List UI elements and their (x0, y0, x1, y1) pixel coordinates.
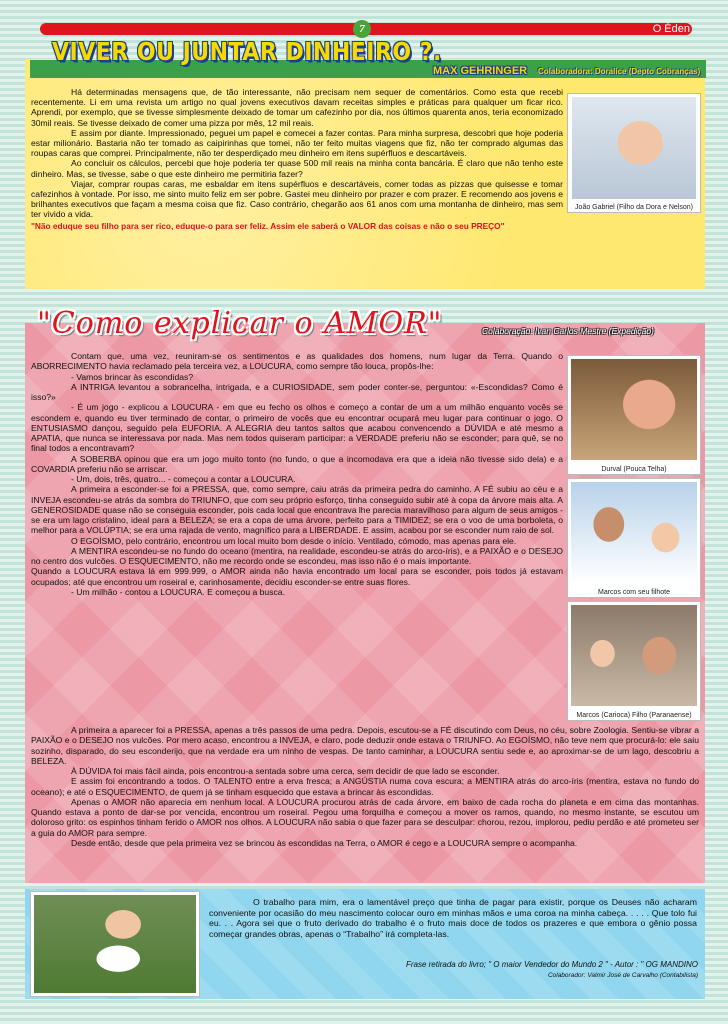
paragraph: Apenas o AMOR não aparecia em nenhum local. A LOUCURA procurou atrás de cada árvore, em baixo de cada rocha do planeta e em cima das montanhas. Quando estava a ponto de dar-se por vencida, encontrou um roseiral. Pegou uma forquilha e começou a mover os ramos, quando, no mesmo instante, se escutou um doloroso grito: os espinhos tinham ferido o AMOR nos olhos. A LOUCURA não sabia o que fazer para se desculpar: chorou, rezou, implorou, pediu perdão e até prometeu ser a guia do AMOR para sempre. (31, 796, 699, 838)
paragraph: Desde então, desde que pela primeira vez se brincou às escondidas na Terra, o AMOR é cego e a LOUCURA sempre o acompanha. (71, 837, 578, 848)
photo-marcos-son (567, 478, 701, 598)
photo-caption: Marcos (Carioca) Filho (Paranaense) (576, 712, 692, 719)
article-1-title: VIVER OU JUNTAR DINHEIRO ?. (52, 38, 442, 67)
boy-photo-image (34, 895, 196, 993)
page-number: 7 (353, 20, 371, 38)
article-1-body (31, 87, 563, 231)
paragraph: Viajar, comprar roupas caras, me esbaldar em itens supérfluos e descartáveis, comer todas as pizzas que quisesse e tomar cafezinhos à vontade. Por isso, me sinto muito feliz em ser pobre. Gastei meu dinheiro por prazer e com prazer. E recomendo aos jovens e brilhantes executivos que façam a mesma coisa que fiz. Caso contrário, chegarão aos 61 anos com uma montanha de dinheiro, mas sem ter vivido a vida. (31, 178, 563, 220)
article-2-body-wide (31, 725, 699, 848)
marcos-carioca-photo-image (571, 605, 697, 706)
paragraph: E assim por diante. Impressionado, peguei um papel e comecei a fazer contas. Para minha surpresa, descobri que hoje poderia estar milionário. Bastaria não ter tomado as caipirinhas que tomei, não ter feito muitas viagens que fiz, não ter comprado algumas das roupas caras que comprei. Principalmente, não ter desperdiçado meu dinheiro em itens supérfluos e descartáveis. (31, 127, 563, 159)
paragraph: A INTRIGA levantou a sobrancelha, intrigada, e a CURIOSIDADE, sem poder conter-se, perguntou: «-Escondidas? Como é isso?» (31, 381, 563, 402)
paragraph: - Um milhão - contou a LOUCURA. E começou a busca. (71, 586, 285, 597)
photo-caption: Durval (Pouca Telha) (601, 466, 667, 473)
paragraph: - É um jogo - explicou a LOUCURA - em que eu fecho os olhos e começo a contar de um a um milhão enquanto vocês se escondem e, quando eu tiver terminado de contar, o primeiro de vocês que eu encontrar ocupará meu lugar para continuar o jogo. O ENTUSIASMO dançou, seguido pela EUFORIA. A ALEGRIA deu tantos saltos que acabou convencendo a DÚVIDA e até mesmo a APATIA, que nunca se interessava por nada. Mas nem todos quiseram participar: a VERDADE preferiu não se esconder; para quê, se no final todos a encontravam? (31, 402, 563, 454)
paragraph: Contam que, uma vez, reuniram-se os sentimentos e as qualidades dos homens, num lugar da Terra. Quando o ABORRECIMENTO havia reclamado pela terceira vez, a LOUCURA, como sempre tão louca, propôs-lhe: (31, 351, 563, 372)
publication-name: O Éden (652, 23, 690, 35)
article-3-collaboration: Colaborador: Valmir José de Carvalho (Contabilista) (547, 972, 698, 979)
photo-caption: João Gabriel (Filho da Dora e Nelson) (575, 204, 693, 211)
photo-baby (567, 93, 701, 213)
paragraph: - Vamos brincar às escondidas? (71, 371, 194, 382)
paragraph: Ao concluir os cálculos, percebi que hoje poderia ter quase 500 mil reais na minha conta bancária. É claro que não tenho este dinheiro. Mas, se tivesse, sabe o que este dinheiro me permitiria fazer? (31, 158, 563, 179)
article-1-collaboration: Colaboradora: Doralice (Depto Cobranças) (538, 67, 701, 76)
article-3-source: Frase retirada do livro; " O maior Vendedor do Mundo 2 " - Autor : " OG MANDINO (405, 960, 698, 969)
paragraph: - Um, dois, três, quatro... - começou a contar a LOUCURA. (71, 474, 296, 484)
paragraph: À DÚVIDA foi mais fácil ainda, pois encontrou-a sentada sobre uma cerca, sem decidir de que lado se esconder. (71, 766, 500, 776)
paragraph: A SOBERBA opinou que era um jogo muito tonto (no fundo, o que a incomodava era que a ideia não tivesse sido dela) e a COVARDIA preferiu não se arriscar. (31, 453, 563, 474)
article-3-body (209, 897, 697, 939)
photo-marcos-carioca (567, 601, 701, 721)
article-2-collaboration: Colaboração: Ivan Carlos Mestre (Expedição) (482, 326, 654, 336)
paragraph: Há determinadas mensagens que, de tão interessante, não precisam nem sequer de comentários. Como esta que recebi recentemente. Li em uma revista um artigo no qual jovens executivos davam receitas simples e práticas para qualquer um ficar rico. Aprendi, por exemplo, que se tivesse simplesmente deixado de tomar um cafezinho por dia, nos últimos quarenta anos, teria economizado 30mil reais. Se tivesse deixado de comer uma pizza por mês, 12 mil reais. (31, 87, 563, 128)
photo-boy (30, 891, 200, 997)
paragraph: A MENTIRA escondeu-se no fundo do oceano (mentira, na realidade, escondeu-se atrás do arco-íris), e a PAIXÃO e o DESEJO no centro dos vulcões. O ESQUECIMENTO, não me recordo onde se escondeu, mas isso não é o mais importante. (31, 545, 563, 566)
paragraph: A primeira a esconder-se foi a PRESSA, que, como sempre, caiu atrás da primeira pedra do caminho. A FÉ subiu ao céu e a INVEJA escondeu-se atrás da sombra do TRIUNFO, que com seu próprio esforço, tinha conseguido subir até à copa da árvore mais alta. A GENEROSIDADE quase não se conseguia esconder, pois cada local que encontrava lhe parecia maravilhoso para algum de seus amigos - se era um lago cristalino, ideal para a BELEZA; se era a copa de uma árvore, perfeito para a TIMIDEZ; se era o voo de uma borboleta, o melhor para a VOLÚPTIA; se era uma rajada de vento, magnífico para a LIBERDADE. E assim, acabou por se esconder num raio de sol. (31, 484, 563, 536)
paragraph: O EGOÍSMO, pelo contrário, encontrou um local muito bom desde o início. Ventilado, cómodo, mas apenas para ele. (71, 535, 517, 546)
article-1-author: MAX GEHRINGER (433, 65, 528, 77)
article-1-quote: "Não eduque seu filho para ser rico, eduque-o para ser feliz. Assim ele saberá o VALOR das coisas e não o seu PREÇO" (31, 220, 505, 231)
baby-photo-image (572, 97, 696, 199)
photo-caption: Marcos com seu filhote (598, 589, 670, 596)
paragraph: O trabalho para mim, era o lamentável preço que tinha de pagar para existir, porque os Deuses não acharam conveniente por ocasião do meu nascimento colocar ouro em minhas mãos e uma coroa na minha cabeça. . . . . Que tolo fui eu. . . Agora sei que o fruto derivado do trabalho é o fruto mais doce de todos os prazeres e que embora o gênio possa começar grandes obras, apenas o “Trabalho” irá completa-las. (209, 897, 697, 939)
article-2-title: "Como explicar o AMOR" (37, 306, 443, 341)
article-2-body-narrow (31, 351, 563, 597)
marcos-son-photo-image (571, 482, 697, 583)
durval-photo-image (571, 359, 697, 460)
paragraph: E assim foi encontrando a todos. O TALENTO entre a erva fresca; a ANGÚSTIA numa cova escura; a MENTIRA atrás do arco-íris (mentira, estava no fundo do oceano); e até o ESQUECIMENTO, de quem já se tinham esquecido que estava a brincar às escondidas. (31, 776, 699, 797)
paragraph: A primeira a aparecer foi a PRESSA, apenas a três passos de uma pedra. Depois, escutou-se a FÉ discutindo com Deus, no céu, sobre Zoologia. Sentiu-se vibrar a PAIXÃO e o DESEJO nos vulcões. Por mero acaso, encontrou a INVEJA, e claro, pode deduzir onde estava o TRIUNFO. Ao EGOÍSMO, não teve nem que procurá-lo: ele saiu sozinho, disparado, do seu esconderijo, que na verdade era um ninho de vespas. De tanto caminhar, a LOUCURA sentiu sede e, ao aproximar-se de um lago, descobriu a BELEZA. (31, 725, 699, 766)
paragraph: Quando a LOUCURA estava lá em 999.999, o AMOR ainda não havia encontrado um local para se esconder, pois todos já estavam ocupados; até que encontrou um roseiral e, carinhosamente, decidiu esconder-se entre suas flores. (31, 566, 563, 587)
photo-durval (567, 355, 701, 475)
